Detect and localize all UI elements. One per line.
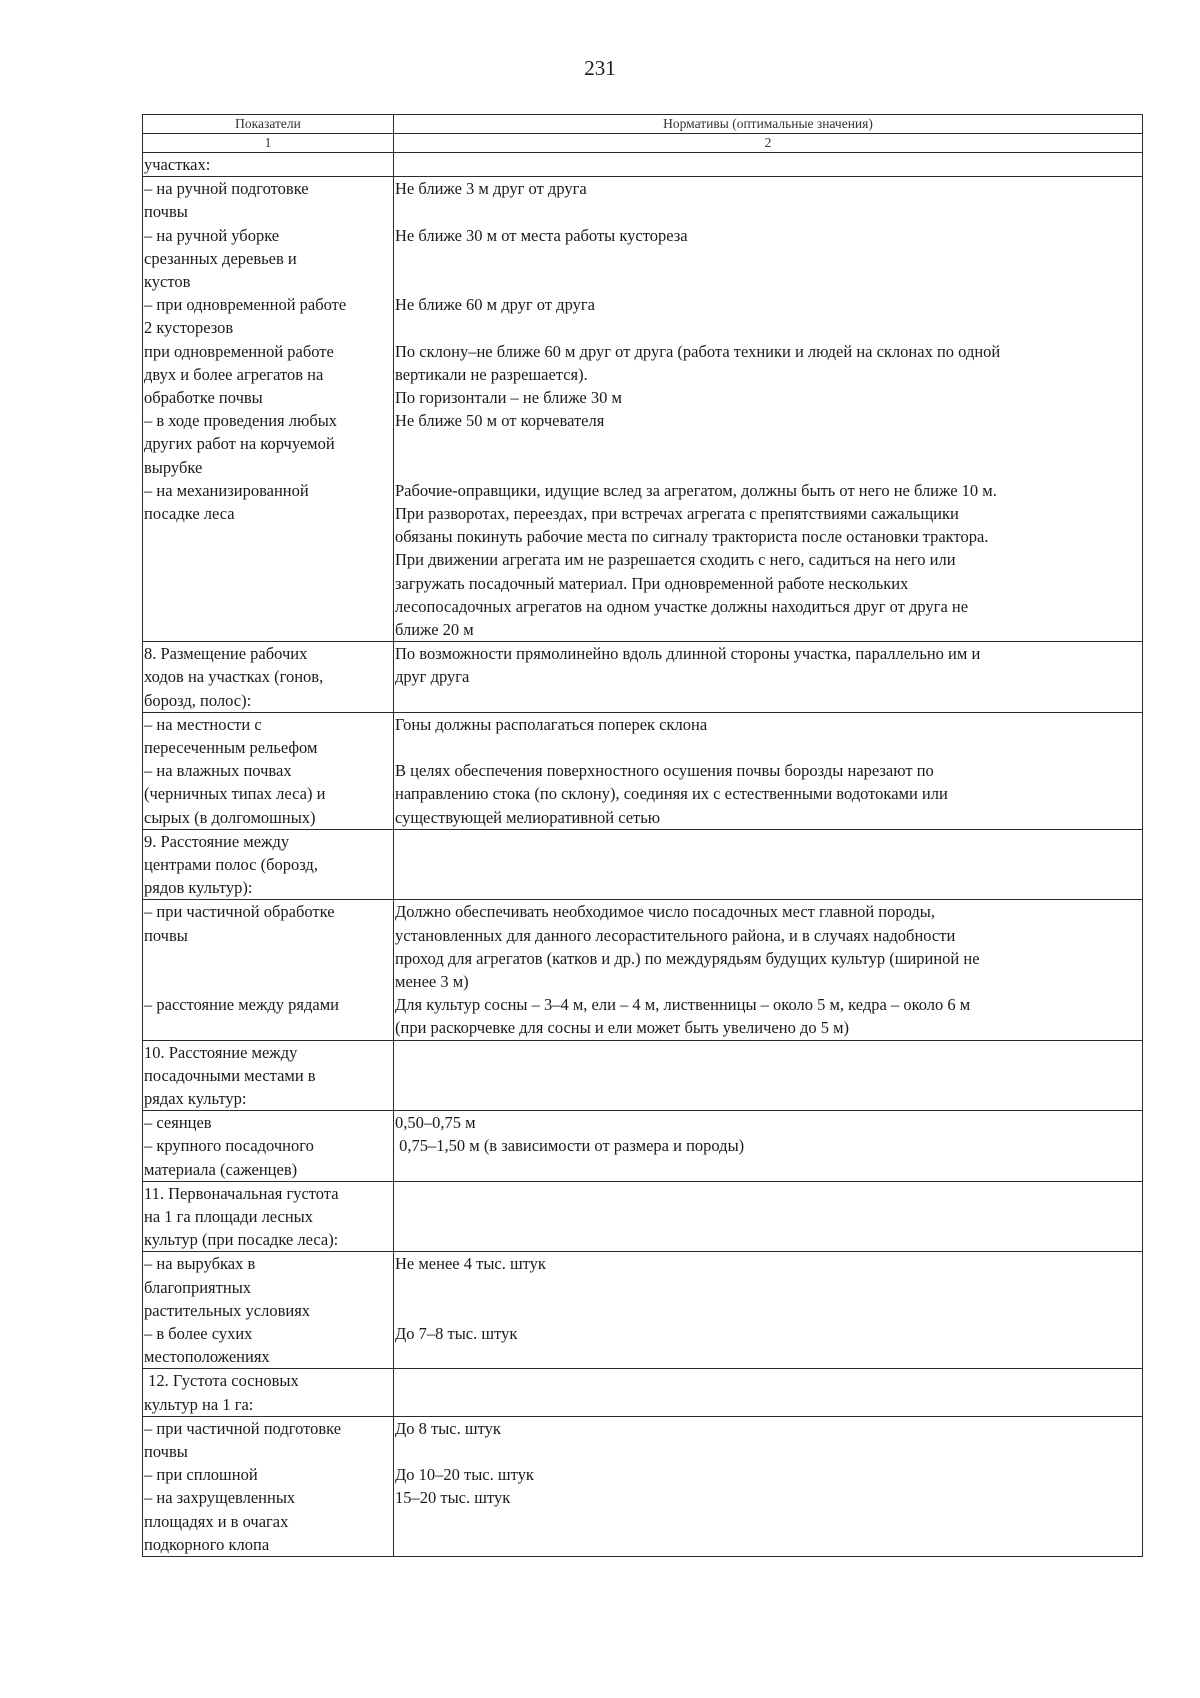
- text-line: Не ближе 30 м от места работы кустореза: [395, 225, 688, 245]
- table-body: [143, 153, 1143, 1557]
- indicator-item: [144, 900, 392, 993]
- text-line: ближе 20 м: [395, 619, 474, 639]
- text-line: культур на 1 га:: [144, 1394, 254, 1414]
- indicator-cell: [143, 1040, 394, 1111]
- text-line: (черничных типах леса) и: [144, 784, 326, 804]
- table-row: [143, 712, 1143, 829]
- text-line: До 10–20 тыс. штук: [395, 1465, 534, 1485]
- text-line: (при раскорчевке для сосны и ели может быть увеличено до 5 м): [395, 1018, 850, 1038]
- indicator-item: [144, 1182, 392, 1252]
- blank-line: [395, 247, 1141, 270]
- column-number-2: 2: [394, 134, 1143, 153]
- text-line: – на вырубках в: [144, 1254, 256, 1274]
- text-line: при одновременной работе: [144, 341, 334, 361]
- norm-item: [395, 1252, 1141, 1322]
- indicator-item: [144, 1252, 392, 1322]
- text-line: Должно обеспечивать необходимое число посадочных мест главной породы,: [395, 902, 936, 922]
- text-line: По склону–не ближе 60 м друг от друга (работа техники и людей на склонах по одной: [395, 341, 1001, 361]
- norm-item: [395, 409, 1141, 479]
- text-line: До 7–8 тыс. штук: [395, 1324, 518, 1344]
- norm-cell: [394, 1252, 1143, 1369]
- norm-item: [395, 340, 1141, 410]
- norm-item: [395, 224, 1141, 294]
- text-line: При движении агрегата им не разрешается сходить с него, садиться на него или: [395, 550, 956, 570]
- norm-item: [395, 759, 1141, 829]
- text-line: – на ручной уборке: [144, 225, 280, 245]
- blank-line: [395, 1299, 1141, 1322]
- empty-cell-spacer: [395, 153, 1141, 176]
- text-line: Не ближе 50 м от корчевателя: [395, 411, 605, 431]
- text-line: До 8 тыс. штук: [395, 1418, 501, 1438]
- indicator-item: [144, 1417, 392, 1463]
- empty-cell-spacer: [395, 830, 1141, 853]
- page-number: 231: [584, 56, 616, 80]
- blank-line: [395, 1440, 1141, 1463]
- text-line: – при одновременной работе: [144, 295, 347, 315]
- text-line: Не ближе 3 м друг от друга: [395, 179, 587, 199]
- text-line: друг друга: [395, 667, 470, 687]
- norm-item: [395, 993, 1141, 1039]
- text-line: центрами полос (борозд,: [144, 855, 318, 874]
- text-line: материала (саженцев): [144, 1159, 298, 1179]
- norm-item: [395, 713, 1141, 759]
- norm-item: [395, 177, 1141, 223]
- text-line: 12. Густота сосновых: [144, 1371, 299, 1391]
- text-line: – на влажных почвах: [144, 761, 292, 781]
- indicator-cell: [143, 1252, 394, 1369]
- indicator-cell: [143, 177, 394, 642]
- norm-item: [395, 1322, 1141, 1345]
- text-line: вырубке: [144, 457, 203, 477]
- text-line: обязаны покинуть рабочие места по сигналу тракториста после остановки трактора.: [395, 527, 989, 547]
- text-line: – при частичной обработке: [144, 902, 335, 922]
- text-line: – на местности с: [144, 714, 262, 734]
- norm-item: [395, 642, 1141, 688]
- text-line: Рабочие-оправщики, идущие вслед за агрегатом, должны быть от него не ближе 10 м.: [395, 480, 997, 500]
- text-line: других работ на корчуемой: [144, 434, 335, 454]
- text-line: пересеченным рельефом: [144, 737, 318, 757]
- text-line: подкорного клопа: [144, 1534, 270, 1554]
- indicator-item: [144, 340, 392, 410]
- norm-cell: [394, 1111, 1143, 1182]
- text-line: – крупного посадочного: [144, 1136, 314, 1156]
- text-line: – сеянцев: [144, 1113, 212, 1133]
- indicator-cell: [143, 642, 394, 713]
- text-line: По возможности прямолинейно вдоль длинной стороны участка, параллельно им и: [395, 644, 981, 664]
- table-row: [143, 1181, 1143, 1252]
- indicator-item: [144, 830, 392, 900]
- text-line: – при частичной подготовке: [144, 1418, 342, 1438]
- indicator-item: [144, 1041, 392, 1111]
- text-line: – на механизированной: [144, 480, 309, 500]
- norms-table: [142, 114, 1143, 1557]
- indicator-cell: [143, 1369, 394, 1416]
- indicator-item: [144, 224, 392, 294]
- table-row: [143, 1252, 1143, 1369]
- text-line: 15–20 тыс. штук: [395, 1488, 511, 1508]
- table-column-number-row: [143, 134, 1143, 153]
- indicator-item: [144, 1322, 392, 1368]
- text-line: почвы: [144, 1442, 188, 1462]
- norm-cell: [394, 177, 1143, 642]
- text-line: посадке леса: [144, 504, 235, 524]
- empty-cell-spacer: [395, 1182, 1141, 1205]
- indicator-item: [144, 1486, 392, 1556]
- text-line: Не менее 4 тыс. штук: [395, 1254, 546, 1274]
- text-line: рядах культур:: [144, 1089, 247, 1109]
- blank-line: [395, 432, 1141, 455]
- text-line: – в ходе проведения любых: [144, 411, 338, 431]
- text-line: срезанных деревьев и: [144, 248, 297, 268]
- indicator-item: [144, 1134, 392, 1180]
- text-line: посадочными местами в: [144, 1065, 316, 1085]
- column-header-norms: Нормативы (оптимальные значения): [394, 115, 1143, 134]
- text-line: обработке почвы: [144, 388, 263, 408]
- norm-cell: [394, 1369, 1143, 1416]
- text-line: 11. Первоначальная густота: [144, 1183, 339, 1203]
- norm-cell: [394, 712, 1143, 829]
- indicator-item: [144, 1369, 392, 1415]
- indicator-item: [144, 293, 392, 339]
- indicator-item: [144, 759, 392, 829]
- indicator-item: [144, 642, 392, 712]
- text-line: местоположениях: [144, 1347, 270, 1367]
- indicator-item: [144, 153, 392, 176]
- norm-cell: [394, 642, 1143, 713]
- text-line: вертикали не разрешается).: [395, 364, 588, 384]
- table-row: [143, 829, 1143, 900]
- text-line: проход для агрегатов (катков и др.) по междурядьям будущих культур (шириной не: [395, 948, 980, 968]
- text-line: – в более сухих: [144, 1324, 253, 1344]
- indicator-cell: [143, 829, 394, 900]
- table-row: [143, 1111, 1143, 1182]
- table-row: [143, 177, 1143, 642]
- text-line: При разворотах, переездах, при встречах агрегата с препятствиями сажальщики: [395, 503, 959, 523]
- norm-cell: [394, 153, 1143, 177]
- blank-line: [144, 947, 392, 970]
- text-line: 8. Размещение рабочих: [144, 644, 308, 664]
- text-line: существующей мелиоративной сетью: [395, 807, 661, 827]
- norm-cell: [394, 1040, 1143, 1111]
- blank-line: [395, 270, 1141, 293]
- text-line: 10. Расстояние между: [144, 1042, 298, 1062]
- text-line: В целях обеспечения поверхностного осушения почвы борозды нарезают по: [395, 761, 934, 781]
- text-line: 0,50–0,75 м: [395, 1113, 476, 1133]
- text-line: Не ближе 60 м друг от друга: [395, 295, 595, 315]
- blank-line: [395, 316, 1141, 339]
- table-row: [143, 1369, 1143, 1416]
- norm-item: [395, 479, 1141, 641]
- norm-cell: [394, 900, 1143, 1040]
- text-line: Гоны должны располагаться поперек склона: [395, 714, 708, 734]
- indicator-item: [144, 993, 392, 1016]
- text-line: 9. Расстояние между: [144, 831, 290, 851]
- table-row: [143, 1416, 1143, 1556]
- text-line: площадях и в очагах: [144, 1511, 289, 1531]
- norm-item: [395, 900, 1141, 993]
- text-line: почвы: [144, 202, 188, 222]
- text-line: менее 3 м): [395, 972, 469, 992]
- indicator-item: [144, 409, 392, 479]
- text-line: почвы: [144, 925, 188, 945]
- table-header-row: [143, 115, 1143, 134]
- column-header-indicators: Показатели: [143, 115, 394, 134]
- blank-line: [395, 736, 1141, 759]
- text-line: 2 кусторезов: [144, 318, 234, 338]
- empty-cell-spacer: [395, 1369, 1141, 1392]
- norm-cell: [394, 829, 1143, 900]
- norm-item: [395, 1486, 1141, 1509]
- norm-item: [395, 293, 1141, 339]
- indicator-item: [144, 713, 392, 759]
- text-line: направлению стока (по склону), соединяя их с естественными водотоками или: [395, 784, 948, 804]
- text-line: сырых (в долгомошных): [144, 807, 316, 827]
- norm-cell: [394, 1416, 1143, 1556]
- text-line: – на ручной подготовке: [144, 179, 309, 199]
- norm-item: [395, 1134, 1141, 1157]
- text-line: борозд, полос):: [144, 690, 252, 710]
- norm-item: [395, 1417, 1141, 1463]
- text-line: на 1 га площади лесных: [144, 1207, 314, 1227]
- norm-item: [395, 1111, 1141, 1134]
- text-line: По горизонтали – не ближе 30 м: [395, 387, 622, 407]
- empty-cell-spacer: [395, 1041, 1141, 1064]
- text-line: – при сплошной: [144, 1465, 258, 1485]
- indicator-item: [144, 1111, 392, 1134]
- indicator-item: [144, 177, 392, 223]
- column-number-1: 1: [143, 134, 394, 153]
- norm-cell: [394, 1181, 1143, 1252]
- indicator-cell: [143, 712, 394, 829]
- indicator-cell: [143, 1416, 394, 1556]
- text-line: установленных для данного лесорастительного района, и в случаях надобности: [395, 925, 956, 945]
- text-line: культур (при посадке леса):: [144, 1230, 339, 1250]
- table-row: [143, 642, 1143, 713]
- blank-line: [144, 970, 392, 993]
- text-line: благоприятных: [144, 1277, 252, 1297]
- text-line: загружать посадочный материал. При одновременной работе нескольких: [395, 573, 909, 593]
- indicator-item: [144, 1463, 392, 1486]
- text-line: рядов культур):: [144, 878, 253, 898]
- table-row: [143, 153, 1143, 177]
- blank-line: [395, 200, 1141, 223]
- blank-line: [395, 1276, 1141, 1299]
- indicator-cell: [143, 1111, 394, 1182]
- text-line: лесопосадочных агрегатов на одном участке должны находиться друг от друга не: [395, 596, 969, 616]
- text-line: участках:: [144, 155, 211, 174]
- text-line: двух и более агрегатов на: [144, 364, 324, 384]
- blank-line: [395, 456, 1141, 479]
- text-line: кустов: [144, 272, 191, 292]
- indicator-cell: [143, 900, 394, 1040]
- text-line: ходов на участках (гонов,: [144, 667, 324, 687]
- text-line: Для культур сосны – 3–4 м, ели – 4 м, лиственницы – около 5 м, кедра – около 6 м: [395, 995, 971, 1015]
- indicator-cell: [143, 1181, 394, 1252]
- text-line: растительных условиях: [144, 1300, 311, 1320]
- text-line: 0,75–1,50 м (в зависимости от размера и породы): [395, 1136, 745, 1156]
- table-row: [143, 900, 1143, 1040]
- table-row: [143, 1040, 1143, 1111]
- norm-item: [395, 1463, 1141, 1486]
- indicator-cell: [143, 153, 394, 177]
- text-line: – на захрущевленных: [144, 1488, 296, 1508]
- indicator-item: [144, 479, 392, 525]
- text-line: – расстояние между рядами: [144, 995, 339, 1015]
